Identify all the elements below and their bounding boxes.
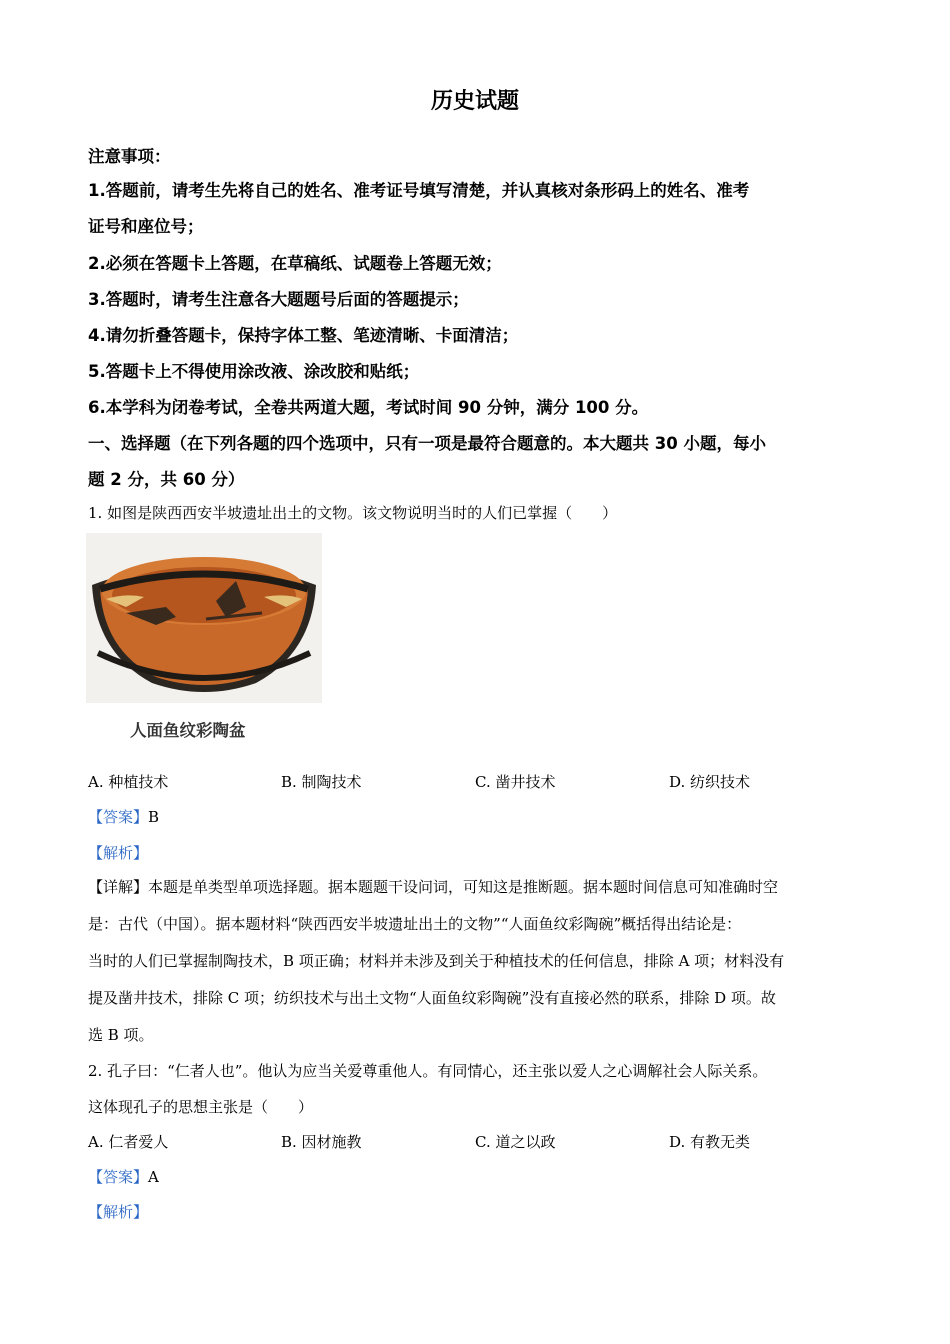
option-d: D. 纺织技术 — [669, 773, 751, 791]
analysis-tag: 【解析】 — [88, 844, 149, 862]
option-d: D. 有教无类 — [669, 1133, 751, 1151]
answer-line — [88, 806, 159, 827]
detail-line: 选 B 项。 — [88, 1026, 154, 1044]
option-a: A. 种植技术 — [88, 773, 169, 791]
notice-heading: 注意事项： — [88, 147, 171, 166]
answer-value: A — [148, 1168, 159, 1186]
option-c: C. 道之以政 — [475, 1133, 556, 1151]
answer-tag: 【答案】 — [88, 1168, 149, 1186]
notice-item: 1.答题前，请考生先将自己的姓名、准考证号填写清楚，并认真核对条形码上的姓名、准考 — [88, 181, 750, 200]
notice-item: 2.必须在答题卡上答题，在草稿纸、试题卷上答题无效； — [88, 254, 502, 273]
section-heading: 一、选择题（在下列各题的四个选项中，只有一项是最符合题意的。本大题共 30 小题，每小 — [88, 434, 766, 453]
detail-line: 提及凿井技术，排除 C 项；纺织技术与出土文物“人面鱼纹彩陶碗”没有直接必然的联系，排除 D 项。故 — [88, 989, 776, 1007]
detail-line: 当时的人们已掌握制陶技术，B 项正确；材料并未涉及到关于种植技术的任何信息，排除 A 项；材料没有 — [88, 952, 785, 970]
notice-item: 4.请勿折叠答题卡，保持字体工整、笔迹清晰、卡面清洁； — [88, 326, 519, 345]
question-2-stem-cont: 这体现孔子的思想主张是（ ） — [88, 1098, 314, 1116]
detail-line: 【详解】本题是单类型单项选择题。据本题题干设问词，可知这是推断题。据本题时间信息可知准确时空 — [88, 878, 779, 896]
notice-item: 3.答题时，请考生注意各大题题号后面的答题提示； — [88, 290, 469, 309]
analysis-tag: 【解析】 — [88, 1203, 149, 1221]
question-2-stem: 2. 孔子曰：“仁者人也”。他认为应当关爱尊重他人。有同情心，还主张以爱人之心调解社会人际关系。 — [88, 1062, 768, 1080]
option-c: C. 凿井技术 — [475, 773, 556, 791]
answer-value: B — [148, 808, 160, 826]
option-b: B. 制陶技术 — [281, 773, 362, 791]
pottery-basin-image — [86, 533, 322, 703]
detail-line: 是：古代（中国）。据本题材料“陕西西安半坡遗址出土的文物”“人面鱼纹彩陶碗”概括得出结论是： — [88, 915, 742, 933]
answer-line — [88, 1166, 159, 1187]
notice-item: 6.本学科为闭卷考试，全卷共两道大题，考试时间 90 分钟，满分 100 分。 — [88, 398, 649, 417]
notice-item: 5.答题卡上不得使用涂改液、涂改胶和贴纸； — [88, 362, 420, 381]
answer-tag: 【答案】 — [88, 808, 149, 826]
page-title: 历史试题 — [430, 89, 519, 114]
option-a: A. 仁者爱人 — [88, 1133, 169, 1151]
image-caption: 人面鱼纹彩陶盆 — [130, 721, 246, 740]
notice-item: 证号和座位号； — [88, 217, 204, 236]
option-b: B. 因材施教 — [281, 1133, 362, 1151]
question-1-stem: 1. 如图是陕西西安半坡遗址出土的文物。该文物说明当时的人们已掌握（ ） — [88, 504, 618, 522]
section-heading-cont: 题 2 分，共 60 分） — [88, 470, 245, 489]
